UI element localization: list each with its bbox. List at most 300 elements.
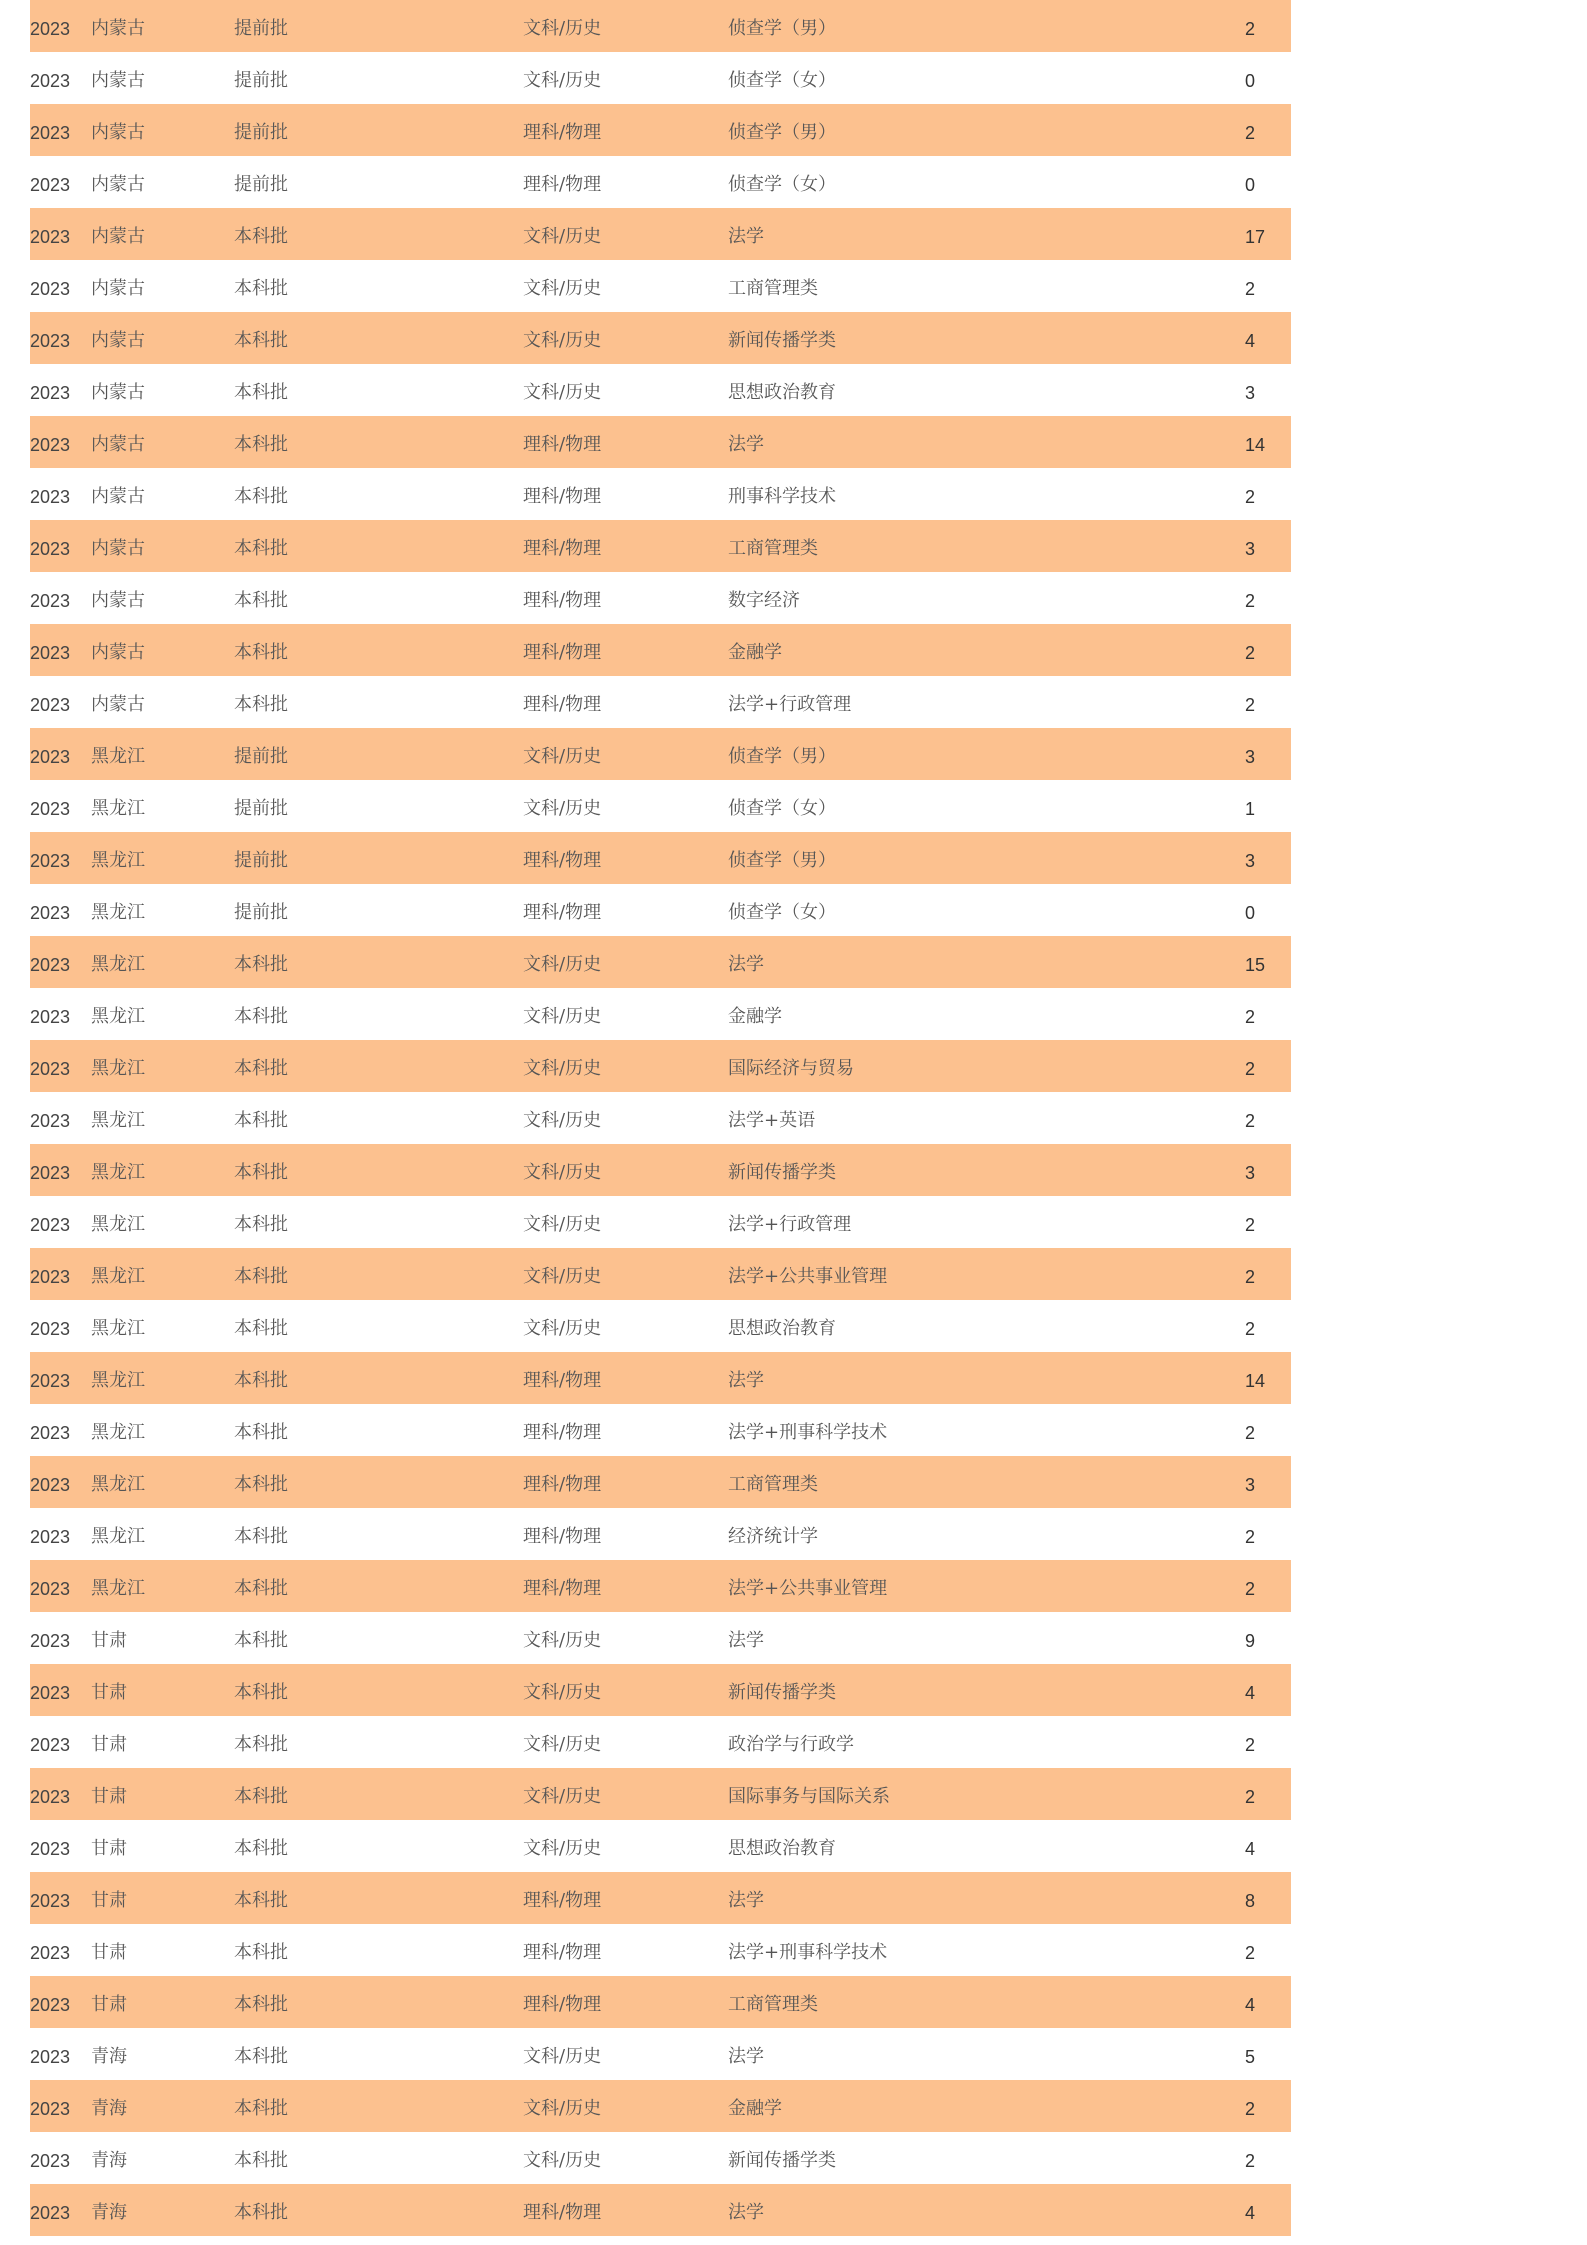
cell-province: 黑龙江 [91, 1058, 145, 1079]
table-row [30, 832, 1291, 884]
cell-subject: 理科/物理 [523, 642, 602, 663]
table-row [30, 1144, 1291, 1196]
cell-year: 2023 [30, 331, 71, 351]
cell-major: 侦查学（男） [728, 850, 836, 871]
cell-year: 2023 [30, 487, 71, 507]
cell-major: 法学 [728, 2046, 764, 2067]
cell-year: 2023 [30, 1683, 71, 1703]
table-row [30, 1872, 1291, 1924]
cell-province: 黑龙江 [91, 1162, 145, 1183]
cell-year: 2023 [30, 175, 71, 195]
cell-major: 工商管理类 [728, 1474, 818, 1495]
cell-subject: 理科/物理 [523, 902, 602, 923]
cell-major: 法学 [728, 1370, 764, 1391]
cell-province: 黑龙江 [91, 1266, 145, 1287]
table-row [30, 624, 1291, 676]
cell-province: 内蒙古 [91, 278, 145, 299]
table-row [30, 416, 1291, 468]
cell-batch: 本科批 [234, 1110, 288, 1131]
cell-subject: 文科/历史 [523, 18, 602, 39]
cell-subject: 理科/物理 [523, 850, 602, 871]
cell-major: 新闻传播学类 [728, 1162, 836, 1183]
cell-year: 2023 [30, 1475, 71, 1495]
cell-subject: 文科/历史 [523, 1266, 602, 1287]
cell-subject: 文科/历史 [523, 330, 602, 351]
cell-batch: 本科批 [234, 278, 288, 299]
cell-batch: 本科批 [234, 1994, 288, 2015]
cell-batch: 本科批 [234, 382, 288, 403]
cell-subject: 文科/历史 [523, 1630, 602, 1651]
cell-subject: 文科/历史 [523, 746, 602, 767]
table-row [30, 312, 1291, 364]
table-row [30, 0, 1291, 52]
cell-major: 思想政治教育 [728, 1318, 836, 1339]
cell-count: 3 [1245, 851, 1256, 871]
cell-province: 黑龙江 [91, 746, 145, 767]
table-row [30, 1404, 1291, 1456]
cell-province: 内蒙古 [91, 174, 145, 195]
cell-year: 2023 [30, 1007, 71, 1027]
table-row [30, 1664, 1291, 1716]
cell-year: 2023 [30, 71, 71, 91]
cell-batch: 本科批 [234, 1006, 288, 1027]
table-row [30, 260, 1291, 312]
cell-count: 2 [1245, 2099, 1256, 2119]
cell-year: 2023 [30, 1215, 71, 1235]
cell-major: 刑事科学技术 [728, 486, 836, 507]
cell-subject: 文科/历史 [523, 1110, 602, 1131]
cell-province: 内蒙古 [91, 694, 145, 715]
cell-province: 青海 [91, 2046, 127, 2067]
cell-province: 青海 [91, 2150, 127, 2171]
cell-major: 法学 [728, 434, 764, 455]
cell-subject: 理科/物理 [523, 538, 602, 559]
cell-batch: 提前批 [234, 18, 288, 39]
cell-count: 0 [1245, 903, 1256, 923]
cell-batch: 本科批 [234, 434, 288, 455]
cell-count: 2 [1245, 1735, 1256, 1755]
cell-subject: 理科/物理 [523, 122, 602, 143]
cell-major: 思想政治教育 [728, 382, 836, 403]
cell-subject: 文科/历史 [523, 1318, 602, 1339]
cell-count: 2 [1245, 695, 1256, 715]
cell-count: 2 [1245, 19, 1256, 39]
cell-batch: 本科批 [234, 1162, 288, 1183]
cell-province: 青海 [91, 2098, 127, 2119]
cell-subject: 理科/物理 [523, 434, 602, 455]
table-row [30, 364, 1291, 416]
cell-year: 2023 [30, 1371, 71, 1391]
cell-major: 新闻传播学类 [728, 1682, 836, 1703]
cell-province: 黑龙江 [91, 798, 145, 819]
cell-count: 2 [1245, 1111, 1256, 1131]
cell-year: 2023 [30, 799, 71, 819]
cell-count: 14 [1245, 435, 1266, 455]
cell-year: 2023 [30, 1943, 71, 1963]
cell-batch: 本科批 [234, 1838, 288, 1859]
cell-major: 侦查学（男） [728, 18, 836, 39]
cell-province: 内蒙古 [91, 122, 145, 143]
cell-count: 2 [1245, 1007, 1256, 1027]
cell-province: 甘肃 [91, 1682, 127, 1703]
cell-subject: 文科/历史 [523, 1734, 602, 1755]
cell-year: 2023 [30, 1735, 71, 1755]
cell-batch: 本科批 [234, 2046, 288, 2067]
cell-year: 2023 [30, 2151, 71, 2171]
cell-count: 4 [1245, 1839, 1256, 1859]
cell-subject: 理科/物理 [523, 174, 602, 195]
cell-major: 侦查学（女） [728, 902, 836, 923]
cell-province: 甘肃 [91, 1942, 127, 1963]
cell-batch: 本科批 [234, 1890, 288, 1911]
cell-major: 工商管理类 [728, 1994, 818, 2015]
cell-year: 2023 [30, 1059, 71, 1079]
cell-subject: 文科/历史 [523, 1006, 602, 1027]
table-row [30, 1508, 1291, 1560]
cell-major: 工商管理类 [728, 538, 818, 559]
cell-major: 法学+英语 [728, 1110, 816, 1131]
cell-batch: 提前批 [234, 746, 288, 767]
cell-province: 内蒙古 [91, 382, 145, 403]
cell-province: 内蒙古 [91, 70, 145, 91]
cell-province: 黑龙江 [91, 902, 145, 923]
cell-batch: 本科批 [234, 226, 288, 247]
cell-major: 思想政治教育 [728, 1838, 836, 1859]
table-row [30, 2028, 1291, 2080]
cell-count: 2 [1245, 1787, 1256, 1807]
cell-year: 2023 [30, 1163, 71, 1183]
cell-count: 4 [1245, 1683, 1256, 1703]
cell-province: 黑龙江 [91, 850, 145, 871]
cell-province: 黑龙江 [91, 1422, 145, 1443]
cell-year: 2023 [30, 1839, 71, 1859]
cell-count: 3 [1245, 383, 1256, 403]
cell-batch: 本科批 [234, 642, 288, 663]
cell-major: 法学 [728, 954, 764, 975]
cell-major: 侦查学（女） [728, 798, 836, 819]
cell-year: 2023 [30, 1891, 71, 1911]
cell-province: 内蒙古 [91, 486, 145, 507]
cell-batch: 本科批 [234, 2202, 288, 2223]
cell-year: 2023 [30, 1995, 71, 2015]
table-row [30, 520, 1291, 572]
cell-major: 工商管理类 [728, 278, 818, 299]
cell-batch: 提前批 [234, 902, 288, 923]
cell-major: 法学+公共事业管理 [728, 1578, 888, 1599]
table-row [30, 1352, 1291, 1404]
table-row [30, 1456, 1291, 1508]
cell-subject: 理科/物理 [523, 1422, 602, 1443]
cell-province: 甘肃 [91, 1838, 127, 1859]
cell-province: 内蒙古 [91, 642, 145, 663]
cell-count: 2 [1245, 1059, 1256, 1079]
cell-batch: 本科批 [234, 1526, 288, 1547]
cell-major: 法学+行政管理 [728, 1214, 852, 1235]
cell-count: 2 [1245, 643, 1256, 663]
cell-province: 黑龙江 [91, 1214, 145, 1235]
cell-subject: 理科/物理 [523, 1370, 602, 1391]
cell-province: 黑龙江 [91, 1318, 145, 1339]
cell-batch: 本科批 [234, 1942, 288, 1963]
cell-province: 内蒙古 [91, 226, 145, 247]
cell-count: 2 [1245, 279, 1256, 299]
cell-year: 2023 [30, 1267, 71, 1287]
cell-province: 内蒙古 [91, 590, 145, 611]
cell-major: 法学 [728, 2202, 764, 2223]
cell-subject: 理科/物理 [523, 694, 602, 715]
table-row [30, 1768, 1291, 1820]
cell-province: 内蒙古 [91, 18, 145, 39]
cell-batch: 本科批 [234, 1474, 288, 1495]
cell-subject: 文科/历史 [523, 1838, 602, 1859]
cell-subject: 文科/历史 [523, 954, 602, 975]
cell-count: 4 [1245, 331, 1256, 351]
cell-batch: 本科批 [234, 590, 288, 611]
cell-subject: 文科/历史 [523, 1682, 602, 1703]
table-row [30, 728, 1291, 780]
cell-count: 2 [1245, 1527, 1256, 1547]
cell-batch: 提前批 [234, 174, 288, 195]
cell-count: 0 [1245, 71, 1256, 91]
cell-subject: 理科/物理 [523, 1526, 602, 1547]
cell-count: 4 [1245, 1995, 1256, 2015]
cell-year: 2023 [30, 1787, 71, 1807]
cell-year: 2023 [30, 643, 71, 663]
cell-province: 黑龙江 [91, 1006, 145, 1027]
cell-batch: 本科批 [234, 1318, 288, 1339]
cell-subject: 理科/物理 [523, 2202, 602, 2223]
cell-year: 2023 [30, 1423, 71, 1443]
cell-major: 法学 [728, 226, 764, 247]
cell-subject: 理科/物理 [523, 1942, 602, 1963]
cell-batch: 本科批 [234, 1370, 288, 1391]
table-row [30, 676, 1291, 728]
cell-subject: 理科/物理 [523, 1994, 602, 2015]
cell-year: 2023 [30, 383, 71, 403]
cell-subject: 文科/历史 [523, 2098, 602, 2119]
table-row [30, 1924, 1291, 1976]
cell-count: 15 [1245, 955, 1266, 975]
cell-year: 2023 [30, 1527, 71, 1547]
cell-subject: 理科/物理 [523, 590, 602, 611]
cell-province: 黑龙江 [91, 1370, 145, 1391]
table-row [30, 884, 1291, 936]
cell-province: 黑龙江 [91, 954, 145, 975]
cell-batch: 本科批 [234, 330, 288, 351]
table-row [30, 2080, 1291, 2132]
cell-batch: 本科批 [234, 1266, 288, 1287]
cell-subject: 文科/历史 [523, 226, 602, 247]
cell-batch: 提前批 [234, 122, 288, 143]
table-row [30, 780, 1291, 832]
cell-major: 法学 [728, 1630, 764, 1651]
cell-year: 2023 [30, 2099, 71, 2119]
cell-count: 2 [1245, 1215, 1256, 1235]
cell-major: 侦查学（男） [728, 122, 836, 143]
table-row [30, 1612, 1291, 1664]
cell-province: 甘肃 [91, 1734, 127, 1755]
cell-year: 2023 [30, 903, 71, 923]
cell-count: 2 [1245, 591, 1256, 611]
table-row [30, 1248, 1291, 1300]
table-row [30, 936, 1291, 988]
cell-major: 新闻传播学类 [728, 2150, 836, 2171]
table-row [30, 208, 1291, 260]
cell-province: 黑龙江 [91, 1110, 145, 1131]
cell-major: 经济统计学 [728, 1526, 818, 1547]
table-row [30, 2132, 1291, 2184]
table-row [30, 1196, 1291, 1248]
table-row [30, 1092, 1291, 1144]
cell-count: 3 [1245, 539, 1256, 559]
cell-batch: 本科批 [234, 1422, 288, 1443]
cell-province: 黑龙江 [91, 1526, 145, 1547]
cell-batch: 本科批 [234, 1058, 288, 1079]
cell-year: 2023 [30, 539, 71, 559]
cell-subject: 文科/历史 [523, 1786, 602, 1807]
cell-year: 2023 [30, 955, 71, 975]
cell-major: 法学 [728, 1890, 764, 1911]
cell-subject: 文科/历史 [523, 70, 602, 91]
cell-count: 17 [1245, 227, 1266, 247]
cell-major: 数字经济 [728, 590, 800, 611]
cell-count: 1 [1245, 799, 1256, 819]
cell-year: 2023 [30, 2203, 71, 2223]
cell-batch: 本科批 [234, 486, 288, 507]
table-row [30, 1820, 1291, 1872]
cell-major: 新闻传播学类 [728, 330, 836, 351]
cell-year: 2023 [30, 851, 71, 871]
cell-year: 2023 [30, 227, 71, 247]
cell-year: 2023 [30, 1579, 71, 1599]
cell-subject: 文科/历史 [523, 2150, 602, 2171]
cell-subject: 理科/物理 [523, 1890, 602, 1911]
cell-major: 国际事务与国际关系 [728, 1786, 890, 1807]
cell-province: 内蒙古 [91, 538, 145, 559]
cell-count: 2 [1245, 1319, 1256, 1339]
cell-subject: 文科/历史 [523, 1162, 602, 1183]
cell-subject: 理科/物理 [523, 1474, 602, 1495]
cell-subject: 文科/历史 [523, 1214, 602, 1235]
table-row [30, 988, 1291, 1040]
cell-subject: 理科/物理 [523, 486, 602, 507]
cell-year: 2023 [30, 695, 71, 715]
table-row [30, 468, 1291, 520]
cell-batch: 本科批 [234, 1734, 288, 1755]
cell-batch: 提前批 [234, 798, 288, 819]
cell-count: 3 [1245, 1475, 1256, 1495]
cell-year: 2023 [30, 1319, 71, 1339]
cell-count: 2 [1245, 123, 1256, 143]
cell-batch: 本科批 [234, 1578, 288, 1599]
cell-count: 4 [1245, 2203, 1256, 2223]
cell-count: 5 [1245, 2047, 1256, 2067]
cell-batch: 本科批 [234, 954, 288, 975]
cell-province: 内蒙古 [91, 330, 145, 351]
cell-subject: 文科/历史 [523, 1058, 602, 1079]
cell-count: 2 [1245, 1423, 1256, 1443]
cell-major: 金融学 [728, 2098, 782, 2119]
cell-batch: 提前批 [234, 70, 288, 91]
cell-year: 2023 [30, 19, 71, 39]
cell-count: 0 [1245, 175, 1256, 195]
cell-year: 2023 [30, 435, 71, 455]
cell-count: 9 [1245, 1631, 1256, 1651]
cell-batch: 本科批 [234, 694, 288, 715]
cell-batch: 本科批 [234, 1630, 288, 1651]
table-row [30, 1300, 1291, 1352]
cell-major: 法学+行政管理 [728, 694, 852, 715]
cell-year: 2023 [30, 1631, 71, 1651]
cell-count: 8 [1245, 1891, 1256, 1911]
cell-major: 政治学与行政学 [728, 1734, 854, 1755]
table-row [30, 156, 1291, 208]
cell-count: 14 [1245, 1371, 1266, 1391]
cell-batch: 本科批 [234, 1786, 288, 1807]
table-row [30, 1976, 1291, 2028]
cell-major: 金融学 [728, 642, 782, 663]
table-row [30, 1716, 1291, 1768]
cell-count: 2 [1245, 487, 1256, 507]
cell-count: 3 [1245, 747, 1256, 767]
table-row [30, 1560, 1291, 1612]
cell-major: 侦查学（男） [728, 746, 836, 767]
cell-batch: 本科批 [234, 538, 288, 559]
cell-province: 黑龙江 [91, 1474, 145, 1495]
cell-major: 金融学 [728, 1006, 782, 1027]
cell-major: 法学+刑事科学技术 [728, 1422, 888, 1443]
table-row [30, 2184, 1291, 2236]
cell-subject: 文科/历史 [523, 382, 602, 403]
table-row [30, 1040, 1291, 1092]
cell-year: 2023 [30, 279, 71, 299]
cell-year: 2023 [30, 1111, 71, 1131]
cell-province: 甘肃 [91, 1890, 127, 1911]
cell-major: 国际经济与贸易 [728, 1058, 854, 1079]
cell-batch: 本科批 [234, 2150, 288, 2171]
cell-batch: 本科批 [234, 1214, 288, 1235]
cell-batch: 本科批 [234, 2098, 288, 2119]
cell-major: 侦查学（女） [728, 70, 836, 91]
cell-batch: 提前批 [234, 850, 288, 871]
cell-major: 法学+刑事科学技术 [728, 1942, 888, 1963]
cell-subject: 文科/历史 [523, 798, 602, 819]
cell-subject: 理科/物理 [523, 1578, 602, 1599]
cell-year: 2023 [30, 2047, 71, 2067]
cell-province: 黑龙江 [91, 1578, 145, 1599]
cell-year: 2023 [30, 123, 71, 143]
table-row [30, 104, 1291, 156]
cell-count: 2 [1245, 1579, 1256, 1599]
cell-subject: 文科/历史 [523, 2046, 602, 2067]
cell-count: 2 [1245, 1267, 1256, 1287]
cell-province: 甘肃 [91, 1630, 127, 1651]
cell-province: 青海 [91, 2202, 127, 2223]
cell-batch: 本科批 [234, 1682, 288, 1703]
cell-count: 3 [1245, 1163, 1256, 1183]
cell-subject: 文科/历史 [523, 278, 602, 299]
cell-year: 2023 [30, 591, 71, 611]
cell-province: 甘肃 [91, 1994, 127, 2015]
cell-count: 2 [1245, 2151, 1256, 2171]
cell-major: 侦查学（女） [728, 174, 836, 195]
cell-major: 法学+公共事业管理 [728, 1266, 888, 1287]
table-row [30, 572, 1291, 624]
table-row [30, 52, 1291, 104]
enrollment-table [30, 0, 1291, 2236]
cell-year: 2023 [30, 747, 71, 767]
cell-count: 2 [1245, 1943, 1256, 1963]
